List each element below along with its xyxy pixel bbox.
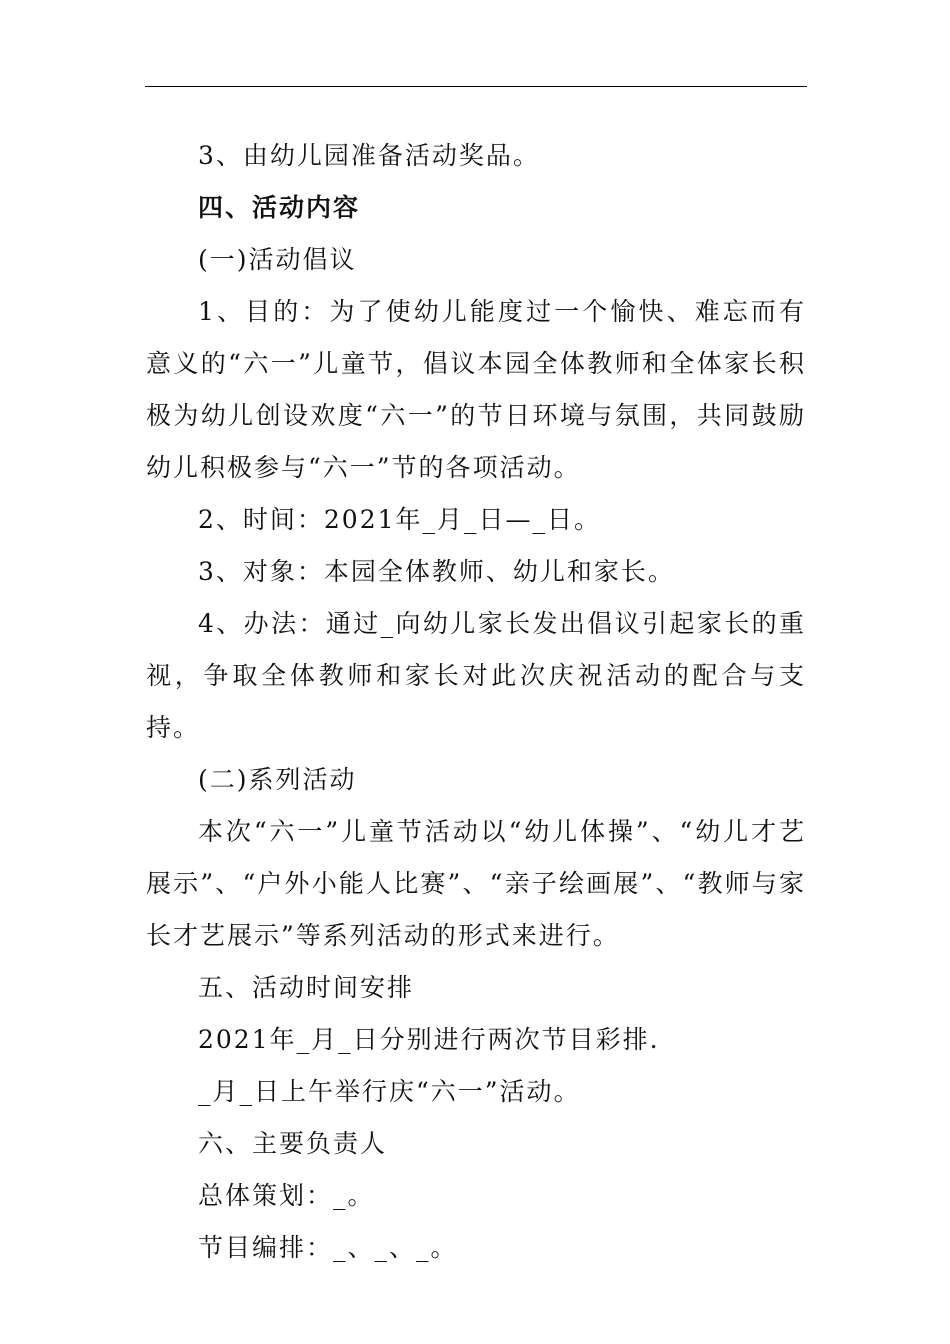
section-heading-responsible: 六、主要负责人: [198, 1129, 388, 1158]
paragraph-method: 4、办法：通过_向幼儿家长发出倡议引起家长的重视，争取全体教师和家长对此次庆祝活动的配合与支持。: [146, 609, 806, 742]
paragraph-purpose: 1、目的：为了使幼儿能度过一个愉快、难忘而有意义的“六一”儿童节，倡议本园全体教师和全体家长积极为幼儿创设欢度“六一”的节日环境与氛围，共同鼓励幼儿积极参与“六一”节的各项活动。: [146, 297, 806, 482]
paragraph-program-arrangement: 节目编排：_、_、_。: [198, 1233, 458, 1262]
section-heading-schedule: 五、活动时间安排: [198, 973, 415, 1002]
header-rule: [145, 86, 807, 87]
paragraph-series-activities: 本次“六一”儿童节活动以“幼儿体操”、“幼儿才艺展示”、“户外小能人比赛”、“亲子绘画展”、“教师与家长才艺展示”等系列活动的形式来进行。: [146, 817, 806, 950]
subsection-heading-initiative: (一)活动倡议: [198, 245, 357, 274]
paragraph-planner: 总体策划：_。: [198, 1181, 375, 1210]
document-body: [146, 130, 806, 1274]
paragraph-prizes: 3、由幼儿园准备活动奖品。: [198, 141, 540, 170]
subsection-heading-series: (二)系列活动: [198, 765, 357, 794]
paragraph-celebration: _月_日上午举行庆“六一”活动。: [198, 1077, 581, 1106]
section-heading-activity-content: 四、活动内容: [198, 193, 361, 222]
paragraph-rehearsal: 2021年_月_日分别进行两次节目彩排.: [198, 1025, 660, 1054]
paragraph-time: 2、时间：2021年_月_日—_日。: [198, 505, 602, 534]
paragraph-participants: 3、对象：本园全体教师、幼儿和家长。: [198, 557, 675, 586]
